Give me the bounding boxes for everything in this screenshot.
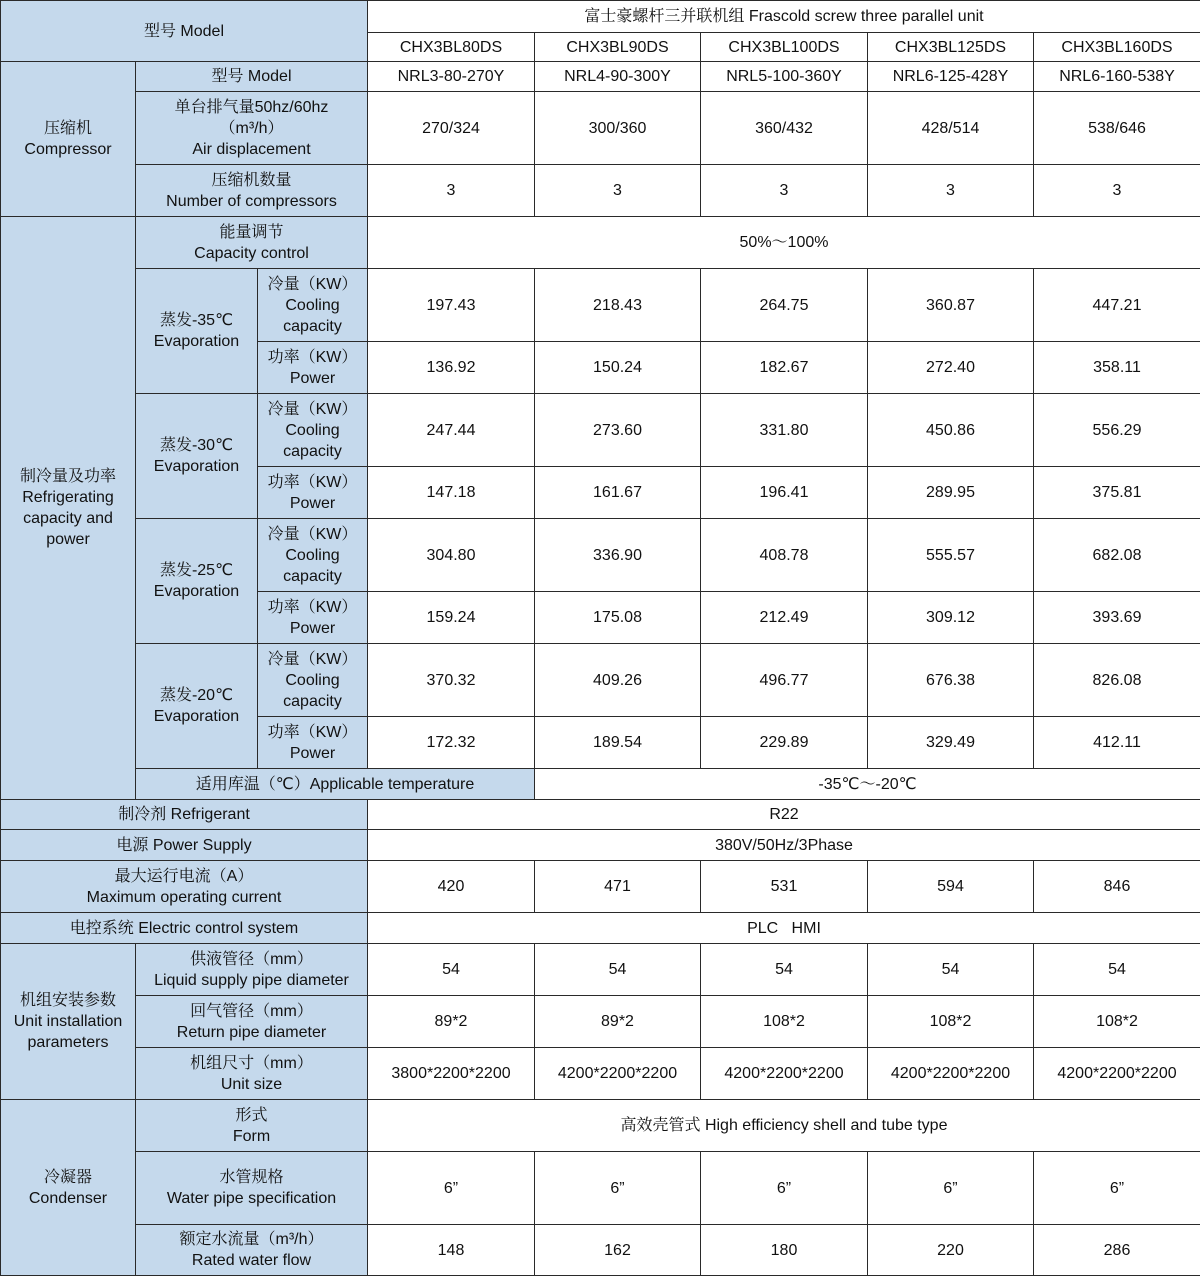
compressor-count-label: 压缩机数量 Number of compressors xyxy=(136,165,368,217)
displacement-value: 428/514 xyxy=(868,92,1034,165)
current-value: 846 xyxy=(1034,861,1200,913)
return-pipe-label: 回气管径（mm） Return pipe diameter xyxy=(136,996,368,1048)
compressor-count: 3 xyxy=(1034,165,1200,217)
condenser-group-label: 冷凝器 Condenser xyxy=(1,1100,136,1276)
unit-size-value: 4200*2200*2200 xyxy=(1034,1048,1200,1100)
compressor-model: NRL6-125-428Y xyxy=(868,62,1034,92)
unit-model: CHX3BL100DS xyxy=(701,33,868,62)
cooling-value: 408.78 xyxy=(701,519,868,592)
water-flow-value: 286 xyxy=(1034,1225,1200,1276)
power-value: 393.69 xyxy=(1034,592,1200,644)
refrigerant-row xyxy=(1,800,1200,830)
power-value: 212.49 xyxy=(701,592,868,644)
water-flow-value: 148 xyxy=(368,1225,535,1276)
power-value: 159.24 xyxy=(368,592,535,644)
power-value: 375.81 xyxy=(1034,467,1200,519)
power-value: 147.18 xyxy=(368,467,535,519)
power-supply-label: 电源 Power Supply xyxy=(1,830,368,861)
cooling-value: 555.57 xyxy=(868,519,1034,592)
compressor-count: 3 xyxy=(701,165,868,217)
condenser-form-row xyxy=(1,1100,1200,1152)
power-supply-row xyxy=(1,830,1200,861)
power-label: 功率（KW） Power xyxy=(258,717,368,769)
power-value: 309.12 xyxy=(868,592,1034,644)
current-value: 531 xyxy=(701,861,868,913)
unit-size-value: 4200*2200*2200 xyxy=(701,1048,868,1100)
liquid-pipe-value: 54 xyxy=(1034,944,1200,996)
water-pipe-value: 6” xyxy=(535,1152,701,1225)
evaporation-label: 蒸发-30℃ Evaporation xyxy=(136,394,258,519)
control-label: 电控系统 Electric control system xyxy=(1,913,368,944)
compressor-model: NRL3-80-270Y xyxy=(368,62,535,92)
water-pipe-value: 6” xyxy=(868,1152,1034,1225)
water-flow-row xyxy=(1,1225,1200,1276)
water-pipe-value: 6” xyxy=(1034,1152,1200,1225)
water-flow-label: 额定水流量（m³/h） Rated water flow xyxy=(136,1225,368,1276)
compressor-group-label: 压缩机 Compressor xyxy=(1,62,136,217)
temperature-value: -35℃～-20℃ xyxy=(535,769,1200,800)
compressor-count: 3 xyxy=(535,165,701,217)
current-row xyxy=(1,861,1200,913)
return-pipe-value: 89*2 xyxy=(368,996,535,1048)
liquid-pipe-row xyxy=(1,944,1200,996)
compressor-model: NRL6-160-538Y xyxy=(1034,62,1200,92)
power-value: 172.32 xyxy=(368,717,535,769)
water-flow-value: 162 xyxy=(535,1225,701,1276)
power-value: 175.08 xyxy=(535,592,701,644)
cooling-value: 218.43 xyxy=(535,269,701,342)
cooling-value: 676.38 xyxy=(868,644,1034,717)
displacement-value: 360/432 xyxy=(701,92,868,165)
return-pipe-value: 108*2 xyxy=(1034,996,1200,1048)
power-supply-value: 380V/50Hz/3Phase xyxy=(368,830,1200,861)
return-pipe-row xyxy=(1,996,1200,1048)
unit-size-row xyxy=(1,1048,1200,1100)
refrigerant-label: 制冷剂 Refrigerant xyxy=(1,800,368,830)
unit-model: CHX3BL90DS xyxy=(535,33,701,62)
power-value: 161.67 xyxy=(535,467,701,519)
installation-group-label: 机组安装参数 Unit installation parameters xyxy=(1,944,136,1100)
unit-model: CHX3BL80DS xyxy=(368,33,535,62)
evaporation-label: 蒸发-20℃ Evaporation xyxy=(136,644,258,769)
displacement-label: 单台排气量50hz/60hz （m³/h） Air displacement xyxy=(136,92,368,165)
current-value: 594 xyxy=(868,861,1034,913)
compressor-model-row xyxy=(1,62,1200,92)
cooling-capacity-label: 冷量（KW） Cooling capacity xyxy=(258,519,368,592)
power-value: 182.67 xyxy=(701,342,868,394)
water-pipe-label: 水管规格 Water pipe specification xyxy=(136,1152,368,1225)
displacement-value: 300/360 xyxy=(535,92,701,165)
cooling-value: 409.26 xyxy=(535,644,701,717)
compressor-model: NRL4-90-300Y xyxy=(535,62,701,92)
liquid-pipe-value: 54 xyxy=(535,944,701,996)
unit-size-label: 机组尺寸（mm） Unit size xyxy=(136,1048,368,1100)
power-label: 功率（KW） Power xyxy=(258,467,368,519)
unit-size-value: 4200*2200*2200 xyxy=(868,1048,1034,1100)
refrigeration-group-label: 制冷量及功率 Refrigerating capacity and power xyxy=(1,217,136,800)
displacement-value: 538/646 xyxy=(1034,92,1200,165)
cooling-value: 556.29 xyxy=(1034,394,1200,467)
return-pipe-value: 89*2 xyxy=(535,996,701,1048)
unit-model: CHX3BL125DS xyxy=(868,33,1034,62)
power-value: 196.41 xyxy=(701,467,868,519)
cooling-capacity-label: 冷量（KW） Cooling capacity xyxy=(258,394,368,467)
cooling-value: 370.32 xyxy=(368,644,535,717)
header-row-title xyxy=(1,1,1200,33)
cooling-value: 682.08 xyxy=(1034,519,1200,592)
cooling-row xyxy=(1,644,1200,717)
cooling-value: 360.87 xyxy=(868,269,1034,342)
cooling-capacity-label: 冷量（KW） Cooling capacity xyxy=(258,644,368,717)
cooling-value: 264.75 xyxy=(701,269,868,342)
temperature-row xyxy=(1,769,1200,800)
control-row xyxy=(1,913,1200,944)
compressor-model: NRL5-100-360Y xyxy=(701,62,868,92)
power-value: 412.11 xyxy=(1034,717,1200,769)
evaporation-label: 蒸发-35℃ Evaporation xyxy=(136,269,258,394)
cooling-value: 447.21 xyxy=(1034,269,1200,342)
cooling-value: 197.43 xyxy=(368,269,535,342)
refrigerant-value: R22 xyxy=(368,800,1200,830)
water-flow-value: 180 xyxy=(701,1225,868,1276)
unit-model: CHX3BL160DS xyxy=(1034,33,1200,62)
water-flow-value: 220 xyxy=(868,1225,1034,1276)
power-value: 358.11 xyxy=(1034,342,1200,394)
capacity-control-label: 能量调节 Capacity control xyxy=(136,217,368,269)
compressor-count: 3 xyxy=(368,165,535,217)
liquid-pipe-value: 54 xyxy=(368,944,535,996)
water-pipe-value: 6” xyxy=(701,1152,868,1225)
cooling-value: 247.44 xyxy=(368,394,535,467)
power-value: 272.40 xyxy=(868,342,1034,394)
return-pipe-value: 108*2 xyxy=(701,996,868,1048)
capacity-control-row xyxy=(1,217,1200,269)
compressor-count-row xyxy=(1,165,1200,217)
power-value: 289.95 xyxy=(868,467,1034,519)
liquid-pipe-value: 54 xyxy=(868,944,1034,996)
power-value: 136.92 xyxy=(368,342,535,394)
control-value: PLC HMI xyxy=(368,913,1200,944)
displacement-row xyxy=(1,92,1200,165)
power-label: 功率（KW） Power xyxy=(258,342,368,394)
model-header-label: 型号 Model xyxy=(1,1,368,62)
liquid-pipe-value: 54 xyxy=(701,944,868,996)
cooling-value: 331.80 xyxy=(701,394,868,467)
capacity-control-value: 50%～100% xyxy=(368,217,1200,269)
cooling-row xyxy=(1,519,1200,592)
water-pipe-row xyxy=(1,1152,1200,1225)
cooling-value: 496.77 xyxy=(701,644,868,717)
cooling-value: 826.08 xyxy=(1034,644,1200,717)
current-label: 最大运行电流（A） Maximum operating current xyxy=(1,861,368,913)
condenser-form-label: 形式 Form xyxy=(136,1100,368,1152)
unit-title: 富士豪螺杆三并联机组 Frascold screw three parallel unit xyxy=(368,1,1200,33)
power-value: 229.89 xyxy=(701,717,868,769)
power-value: 150.24 xyxy=(535,342,701,394)
unit-size-value: 3800*2200*2200 xyxy=(368,1048,535,1100)
unit-size-value: 4200*2200*2200 xyxy=(535,1048,701,1100)
cooling-value: 450.86 xyxy=(868,394,1034,467)
return-pipe-value: 108*2 xyxy=(868,996,1034,1048)
current-value: 471 xyxy=(535,861,701,913)
evaporation-label: 蒸发-25℃ Evaporation xyxy=(136,519,258,644)
compressor-count: 3 xyxy=(868,165,1034,217)
displacement-value: 270/324 xyxy=(368,92,535,165)
water-pipe-value: 6” xyxy=(368,1152,535,1225)
power-value: 189.54 xyxy=(535,717,701,769)
cooling-row xyxy=(1,394,1200,467)
compressor-model-label: 型号 Model xyxy=(136,62,368,92)
power-value: 329.49 xyxy=(868,717,1034,769)
liquid-pipe-label: 供液管径（mm） Liquid supply pipe diameter xyxy=(136,944,368,996)
cooling-value: 273.60 xyxy=(535,394,701,467)
cooling-capacity-label: 冷量（KW） Cooling capacity xyxy=(258,269,368,342)
temperature-label: 适用库温（℃）Applicable temperature xyxy=(136,769,535,800)
cooling-row xyxy=(1,269,1200,342)
cooling-value: 336.90 xyxy=(535,519,701,592)
power-label: 功率（KW） Power xyxy=(258,592,368,644)
condenser-form-value: 高效壳管式 High efficiency shell and tube type xyxy=(368,1100,1200,1152)
cooling-value: 304.80 xyxy=(368,519,535,592)
current-value: 420 xyxy=(368,861,535,913)
